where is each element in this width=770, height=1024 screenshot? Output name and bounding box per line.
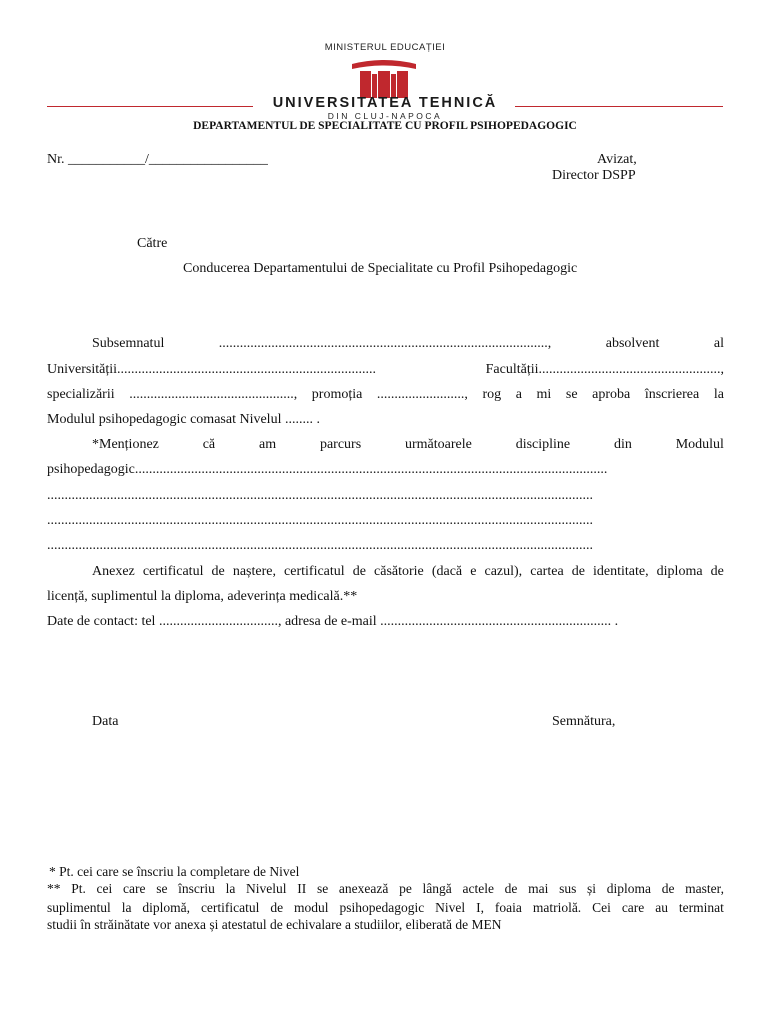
avizat-label: Avizat,: [597, 152, 637, 167]
dotted-line: ............................................................................................................................................................: [47, 488, 593, 503]
footnote-1: * Pt. cei care se înscriu la completare de Nivel: [49, 864, 300, 879]
university-city: DIN CLUJ-NAPOCA: [327, 111, 443, 121]
director-label: Director DSPP: [552, 168, 636, 183]
catre-label: Către: [137, 236, 168, 251]
footnote-2-line: studii în străinătate vor anexa și atestatul de echivalare a studiilor, eliberată de MEN: [47, 917, 502, 932]
footnote-2-line: ** Pt. cei care se înscriu la Nivelul II se anexează pe lângă actele de mai sus și diploma de master,: [47, 881, 724, 896]
ministry-label: MINISTERUL EDUCAȚIEI: [324, 42, 446, 53]
registration-number: Nr. ___________/_________________: [47, 152, 268, 167]
university-name: UNIVERSITATEA TEHNICĂ: [272, 95, 498, 111]
dotted-line: ............................................................................................................................................................: [47, 538, 593, 553]
paragraph-line: Universității.......................................................................... Facultății....................................................,: [47, 362, 724, 377]
contact-line: Date de contact: tel .................................., adresa de e-mail .................................................................. .: [47, 614, 619, 629]
paragraph-line: Modulul psihopedagogic comasat Nivelul ........ .: [47, 412, 320, 427]
paragraph-line: Anexez certificatul de naștere, certificatul de căsătorie (dacă e cazul), cartea de identitate, diploma de: [92, 564, 724, 579]
addressee: Conducerea Departamentului de Specialitate cu Profil Psihopedagogic: [183, 261, 578, 276]
footnote-2-line: suplimentul la diplomă, certificatul de modul psihopedagogic Nivel I, foaia matriolă. Cei care au terminat: [47, 900, 724, 915]
paragraph-line: Subsemnatul .............................................................................................., absolvent al: [92, 336, 724, 351]
paragraph-line: psihopedagogic.......................................................................................................................................: [47, 462, 608, 477]
paragraph-line: specializării ..............................................., promoția ........................., rog a mi se aproba înscrierea la: [47, 387, 724, 402]
paragraph-line: licență, suplimentul la diploma, adeverința medicală.**: [47, 589, 358, 604]
department-title: DEPARTAMENTUL DE SPECIALITATE CU PROFIL PSIHOPEDAGOGIC: [193, 120, 577, 132]
paragraph-line: *Menționez că am parcurs următoarele discipline din Modulul: [92, 437, 724, 452]
date-label: Data: [92, 714, 119, 729]
signature-label: Semnătura,: [552, 714, 616, 729]
dotted-line: ............................................................................................................................................................: [47, 513, 593, 528]
university-logo: [350, 58, 418, 98]
